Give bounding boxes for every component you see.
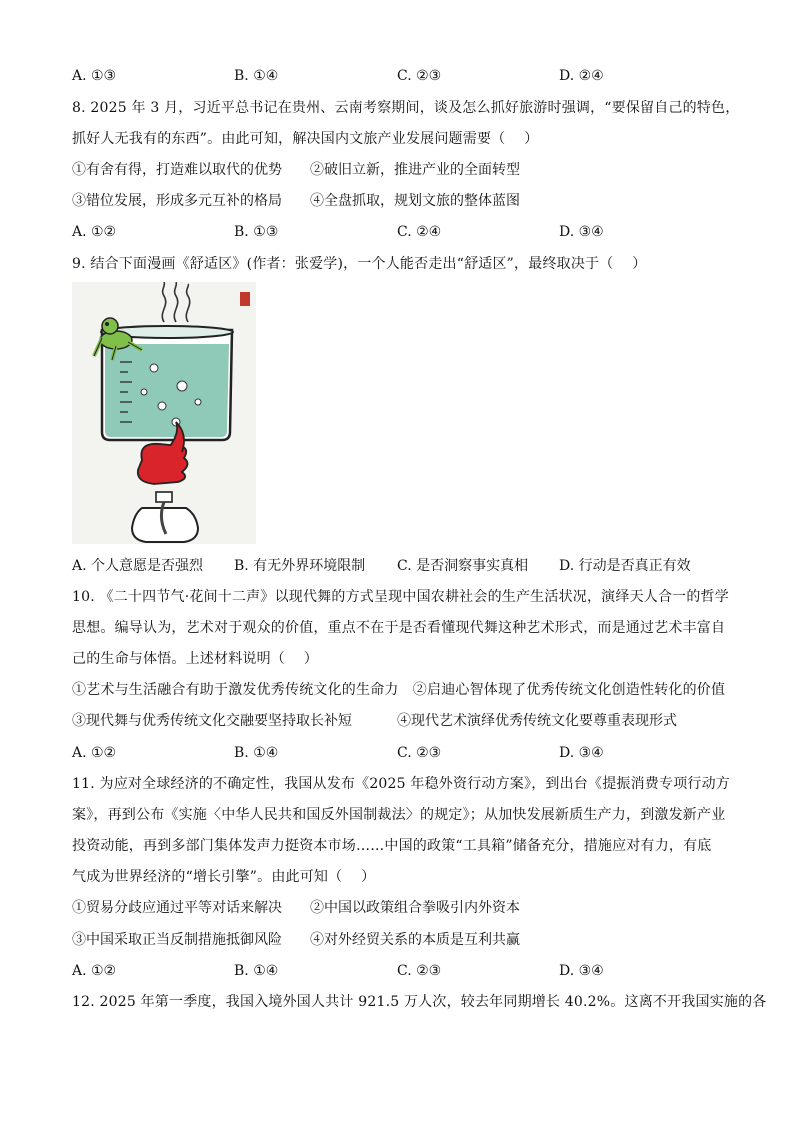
q10-option-d[interactable]: D. ③④: [559, 745, 604, 761]
q8-option-b[interactable]: B. ①③: [234, 224, 279, 240]
q11-stem-line2: 案》，再到公布《实施〈中华人民共和国反外国制裁法〉的规定》；从加快发展新质生产力，到激发新产业: [72, 807, 726, 823]
q11-item-3: ③中国采取正当反制措施抵御风险: [72, 932, 282, 948]
q11-option-d[interactable]: D. ③④: [559, 963, 604, 979]
q11-item-1: ①贸易分歧应通过平等对话来解决: [72, 900, 282, 916]
q7-option-d[interactable]: D. ②④: [559, 68, 604, 84]
seal-stamp: [240, 292, 250, 306]
q11-item-4: ④对外经贸关系的本质是互利共赢: [310, 932, 520, 948]
beaker-water: [105, 344, 229, 437]
q10-stem-line1: 10. 《二十四节气·花间十二声》以现代舞的方式呈现中国农耕社会的生产生活状况，演绎天人合一的哲学: [72, 589, 729, 605]
q9-option-a[interactable]: A. 个人意愿是否强烈: [72, 558, 204, 574]
q10-option-a[interactable]: A. ①②: [72, 745, 117, 761]
q9-option-d[interactable]: D. 行动是否真正有效: [559, 558, 691, 574]
steam-line: [186, 284, 189, 322]
q9-option-b[interactable]: B. 有无外界环境限制: [234, 558, 366, 574]
steam-line: [174, 282, 177, 322]
q10-item-1-2: ①艺术与生活融合有助于激发优秀传统文化的生命力 ②启迪心智体现了优秀传统文化创造性转化的价值: [72, 682, 726, 698]
q11-item-2: ②中国以政策组合拳吸引内外资本: [310, 900, 520, 916]
q7-option-c[interactable]: C. ②③: [397, 68, 442, 84]
q12-stem-line1: 12. 2025 年第一季度，我国入境外国人共计 921.5 万人次，较去年同期增长 40.2%。这离不开我国实施的各: [72, 994, 767, 1010]
steam-line: [162, 282, 165, 322]
q7-option-a[interactable]: A. ①③: [72, 68, 117, 84]
q11-option-c[interactable]: C. ②③: [397, 963, 442, 979]
q8-option-a[interactable]: A. ①②: [72, 224, 117, 240]
q8-item-4: ④全盘抓取，规划文旅的整体蓝图: [310, 193, 520, 209]
q11-option-a[interactable]: A. ①②: [72, 963, 117, 979]
q10-item-4: ④现代艺术演绎优秀传统文化要尊重表现形式: [397, 713, 677, 729]
q8-item-1: ①有舍有得，打造难以取代的优势: [72, 162, 282, 178]
q11-stem-line1: 11. 为应对全球经济的不确定性，我国从发布《2025 年稳外资行动方案》，到出台《提振消费专项行动方: [72, 776, 730, 792]
q9-stem: 9. 结合下面漫画《舒适区》(作者：张爱学)，一个人能否走出“舒适区”，最终取决于（ ）: [72, 256, 647, 272]
comic-comfort-zone: [72, 282, 256, 544]
q10-stem-line3: 己的生命与体悟。上述材料说明（ ）: [72, 651, 319, 667]
q8-item-3: ③错位发展，形成多元互补的格局: [72, 193, 282, 209]
q11-option-b[interactable]: B. ①④: [234, 963, 279, 979]
q10-option-b[interactable]: B. ①④: [234, 745, 279, 761]
q8-item-2: ②破旧立新，推进产业的全面转型: [310, 162, 520, 178]
q10-item-3: ③现代舞与优秀传统文化交融要坚持取长补短: [72, 713, 352, 729]
q8-option-d[interactable]: D. ③④: [559, 224, 604, 240]
q10-option-c[interactable]: C. ②③: [397, 745, 442, 761]
q11-stem-line4: 气成为世界经济的“增长引擎”。由此可知（ ）: [72, 869, 376, 885]
q7-option-b[interactable]: B. ①④: [234, 68, 279, 84]
q11-stem-line3: 投资动能，再到多部门集体发声力挺资本市场……中国的政策“工具箱”储备充分，措施应对有力，有底: [72, 838, 712, 854]
q8-stem-line2: 抓好人无我有的东西”。由此可知，解决国内文旅产业发展问题需要（ ）: [72, 131, 539, 147]
q10-stem-line2: 思想。编导认为，艺术对于观众的价值，重点不在于是否看懂现代舞这种艺术形式，而是通过艺术丰富自: [72, 620, 726, 636]
q8-option-c[interactable]: C. ②④: [397, 224, 442, 240]
q8-stem-line1: 8. 2025 年 3 月，习近平总书记在贵州、云南考察期间，谈及怎么抓好旅游时强调，“要保留自己的特色，: [72, 100, 740, 116]
q9-option-c[interactable]: C. 是否洞察事实真相: [397, 558, 529, 574]
alcohol-lamp: [132, 492, 198, 542]
